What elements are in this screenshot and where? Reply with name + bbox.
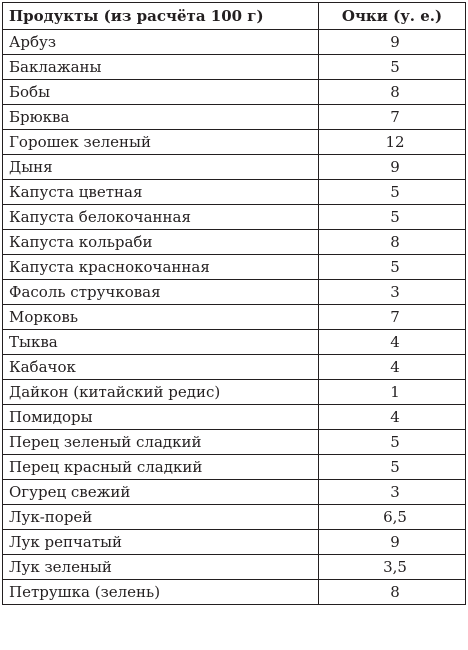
table-row bbox=[3, 380, 466, 405]
score-cell: 6,5 bbox=[319, 505, 466, 530]
table-row bbox=[3, 155, 466, 180]
product-cell: Брюква bbox=[3, 105, 319, 130]
product-column-header: Продукты (из расчёта 100 г) bbox=[3, 3, 319, 30]
score-cell: 8 bbox=[319, 580, 466, 605]
product-cell: Лук-порей bbox=[3, 505, 319, 530]
table-row bbox=[3, 80, 466, 105]
table-row bbox=[3, 405, 466, 430]
product-cell: Дыня bbox=[3, 155, 319, 180]
score-cell: 5 bbox=[319, 180, 466, 205]
table-row bbox=[3, 330, 466, 355]
table-row bbox=[3, 480, 466, 505]
score-cell: 7 bbox=[319, 305, 466, 330]
score-cell: 4 bbox=[319, 330, 466, 355]
score-cell: 3 bbox=[319, 280, 466, 305]
product-cell: Капуста белокочанная bbox=[3, 205, 319, 230]
product-cell: Капуста кольраби bbox=[3, 230, 319, 255]
table-row bbox=[3, 30, 466, 55]
table-row bbox=[3, 455, 466, 480]
score-cell: 5 bbox=[319, 430, 466, 455]
score-cell: 8 bbox=[319, 80, 466, 105]
product-cell: Баклажаны bbox=[3, 55, 319, 80]
score-cell: 4 bbox=[319, 405, 466, 430]
table-row bbox=[3, 255, 466, 280]
table-row bbox=[3, 555, 466, 580]
score-cell: 7 bbox=[319, 105, 466, 130]
food-score-table bbox=[2, 2, 466, 605]
product-cell: Лук зеленый bbox=[3, 555, 319, 580]
table-row bbox=[3, 55, 466, 80]
product-cell: Фасоль стручковая bbox=[3, 280, 319, 305]
score-cell: 3 bbox=[319, 480, 466, 505]
product-cell: Кабачок bbox=[3, 355, 319, 380]
product-cell: Петрушка (зелень) bbox=[3, 580, 319, 605]
score-cell: 12 bbox=[319, 130, 466, 155]
table-row bbox=[3, 580, 466, 605]
product-cell: Помидоры bbox=[3, 405, 319, 430]
product-cell: Огурец свежий bbox=[3, 480, 319, 505]
table-row bbox=[3, 230, 466, 255]
table-row bbox=[3, 205, 466, 230]
score-cell: 1 bbox=[319, 380, 466, 405]
score-cell: 5 bbox=[319, 205, 466, 230]
score-cell: 9 bbox=[319, 30, 466, 55]
product-cell: Морковь bbox=[3, 305, 319, 330]
product-cell: Бобы bbox=[3, 80, 319, 105]
product-cell: Тыква bbox=[3, 330, 319, 355]
score-cell: 3,5 bbox=[319, 555, 466, 580]
table-row bbox=[3, 105, 466, 130]
product-cell: Капуста краснокочанная bbox=[3, 255, 319, 280]
product-cell: Капуста цветная bbox=[3, 180, 319, 205]
score-cell: 8 bbox=[319, 230, 466, 255]
product-cell: Горошек зеленый bbox=[3, 130, 319, 155]
product-cell: Арбуз bbox=[3, 30, 319, 55]
product-cell: Лук репчатый bbox=[3, 530, 319, 555]
table-header-row bbox=[3, 3, 466, 30]
table-row bbox=[3, 305, 466, 330]
score-cell: 5 bbox=[319, 55, 466, 80]
score-column-header: Очки (у. е.) bbox=[319, 3, 466, 30]
table-row bbox=[3, 280, 466, 305]
product-cell: Дайкон (китайский редис) bbox=[3, 380, 319, 405]
score-cell: 4 bbox=[319, 355, 466, 380]
table-row bbox=[3, 530, 466, 555]
table-row bbox=[3, 430, 466, 455]
table-body bbox=[3, 30, 466, 605]
table-row bbox=[3, 505, 466, 530]
product-cell: Перец зеленый сладкий bbox=[3, 430, 319, 455]
score-cell: 5 bbox=[319, 255, 466, 280]
table-row bbox=[3, 130, 466, 155]
table-row bbox=[3, 355, 466, 380]
score-cell: 9 bbox=[319, 155, 466, 180]
table-row bbox=[3, 180, 466, 205]
score-cell: 5 bbox=[319, 455, 466, 480]
score-cell: 9 bbox=[319, 530, 466, 555]
product-cell: Перец красный сладкий bbox=[3, 455, 319, 480]
